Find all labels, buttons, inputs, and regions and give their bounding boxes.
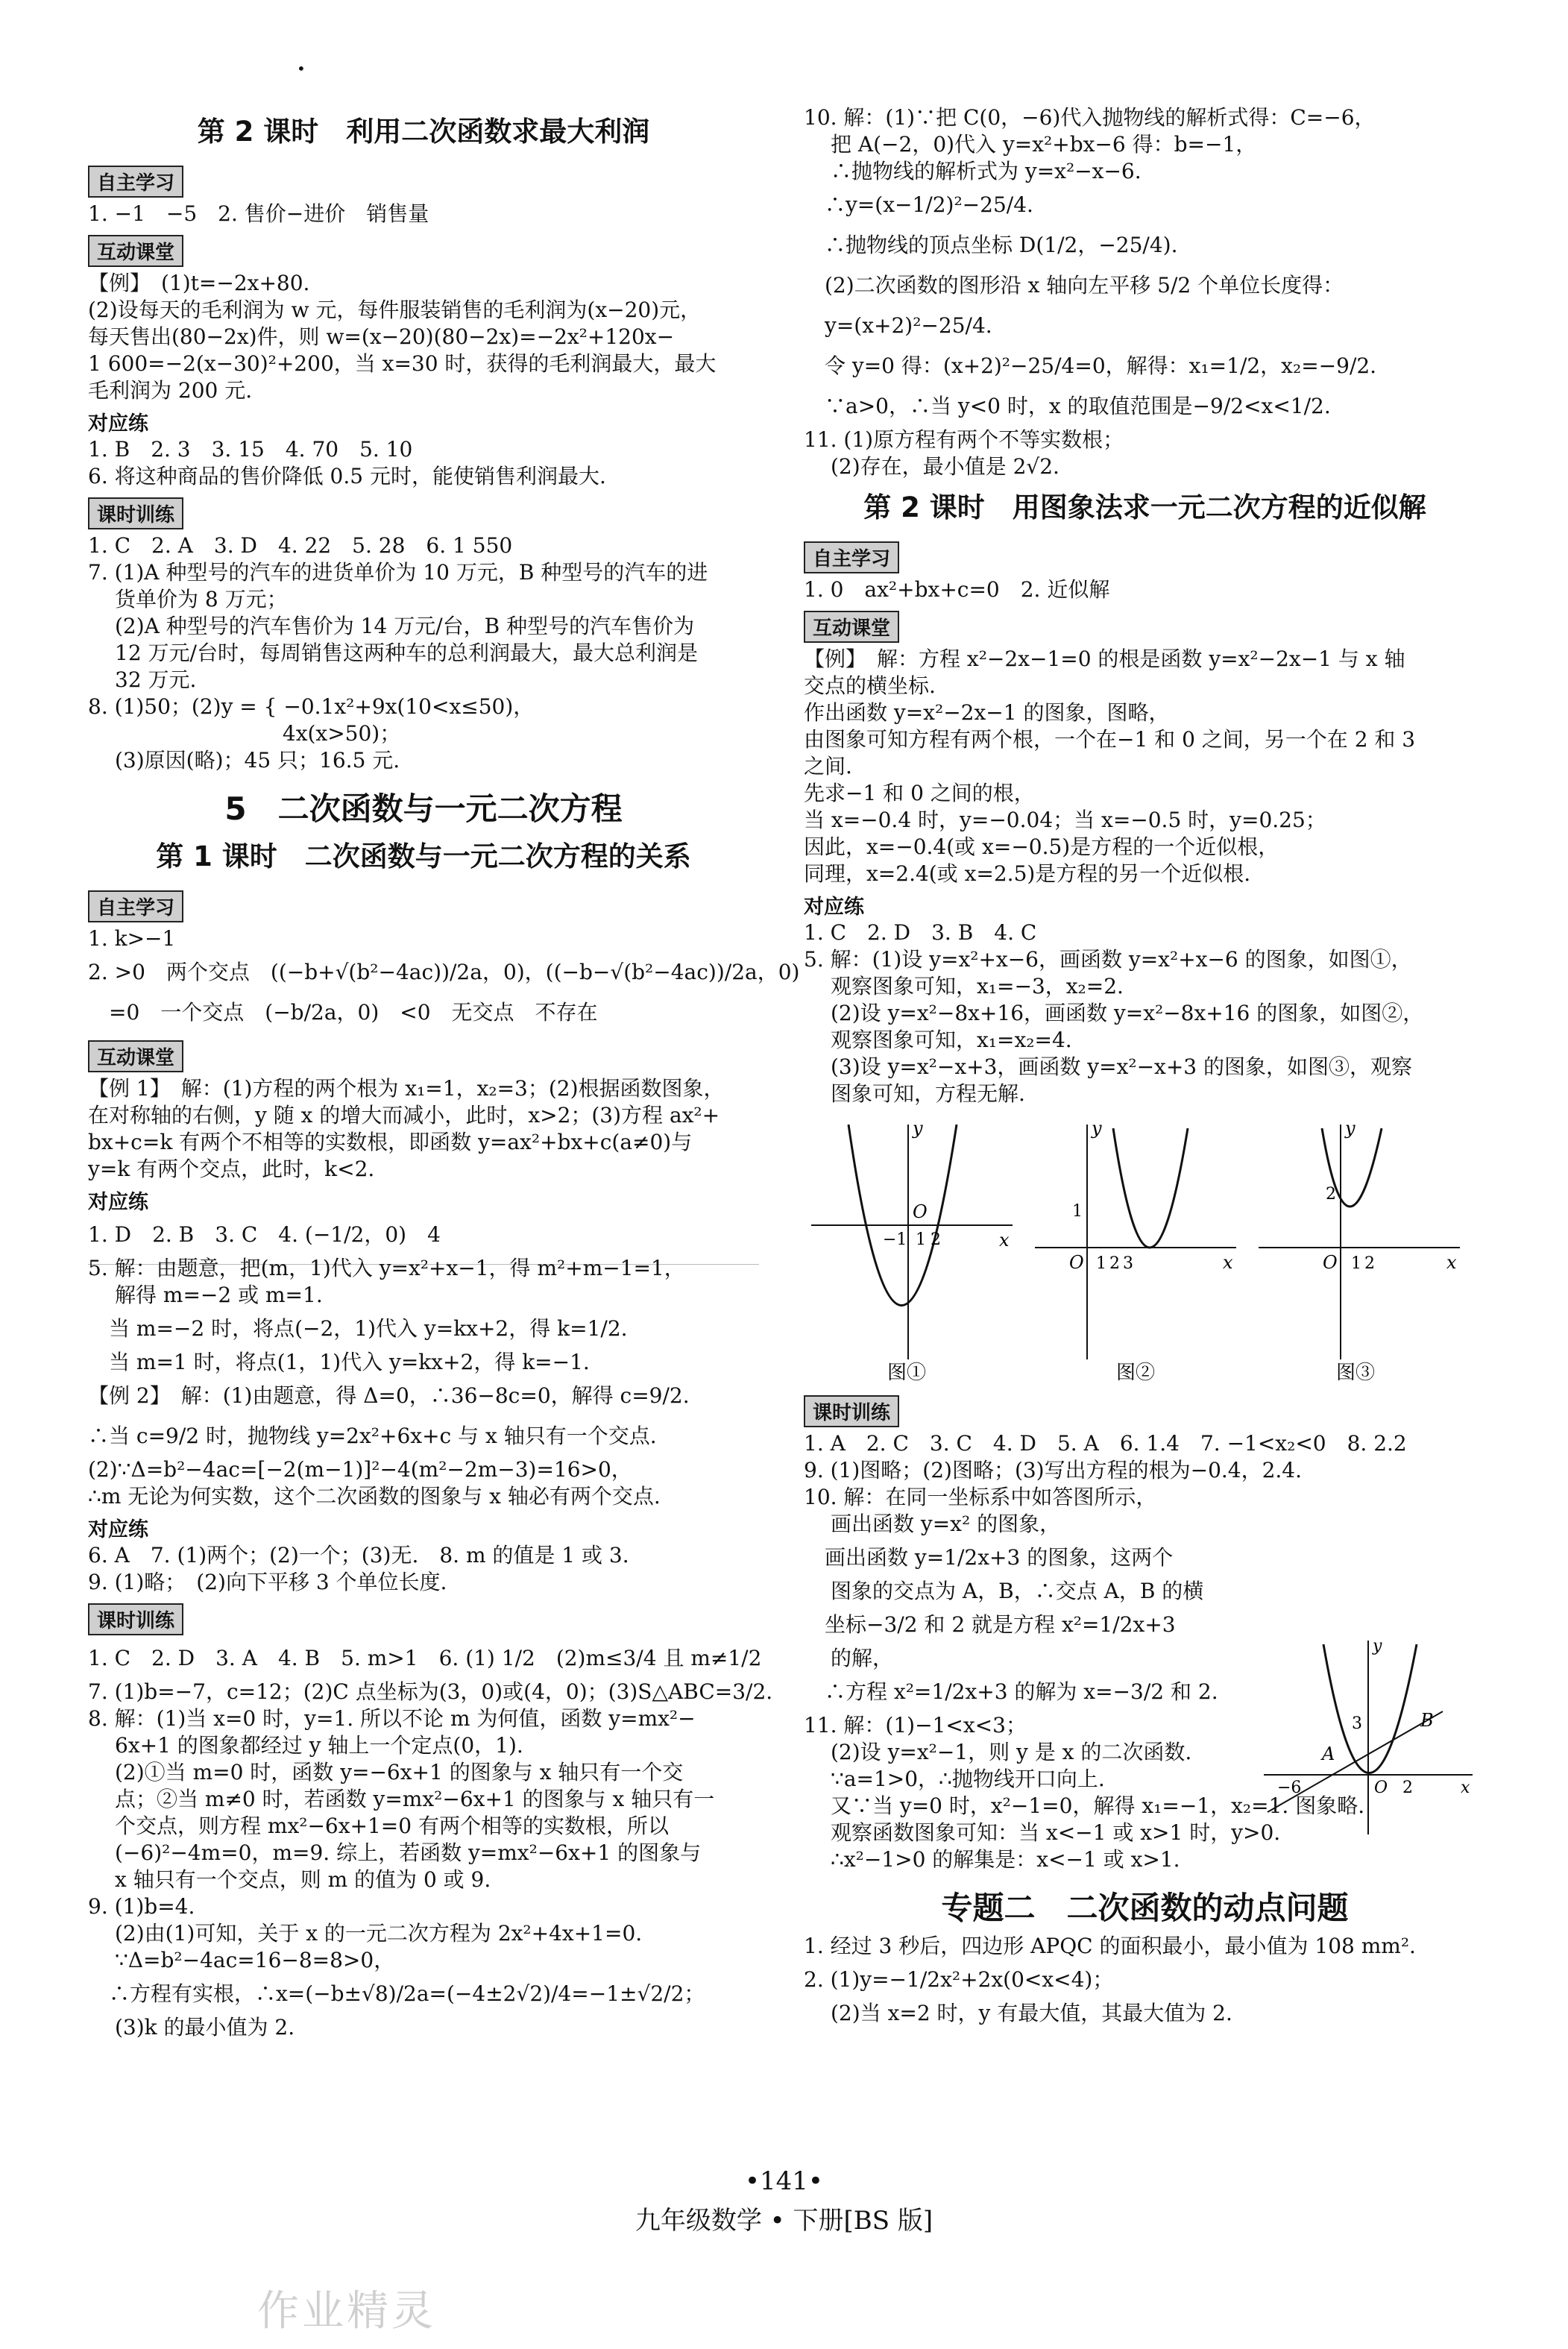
fig1-x-label: x: [999, 1230, 1010, 1251]
answer-line: 11. 解：(1)−1<x<3；: [804, 1713, 1027, 1738]
answer-line: 5. 解：(1)设 y=x²+x−6，画函数 y=x²+x−6 的图象，如图①，: [804, 947, 1412, 972]
answer-line: 把 A(−2，0)代入 y=x²+bx−6 得：b=−1，: [831, 132, 1257, 157]
fig4-point-a-label: A: [1322, 1743, 1335, 1764]
answer-line: 1. C 2. D 3. B 4. C: [804, 920, 1037, 945]
answer-line: 画出函数 y=x² 的图象，: [831, 1512, 1061, 1536]
fig1-y-label: y: [913, 1118, 923, 1139]
answer-line: 的解，: [831, 1646, 894, 1670]
fig2-origin-label: O: [1069, 1252, 1084, 1273]
answer-line: 观察图象可知，x₁=−3，x₂=2.: [831, 974, 1124, 999]
answer-line: 10. 解：在同一坐标系中如答图所示，: [804, 1485, 1157, 1509]
answer-line: 点；②当 m≠0 时，若函数 y=mx²−6x+1 的图象与 x 轴只有一: [115, 1787, 715, 1811]
answer-line: 同理，x=2.4(或 x=2.5)是方程的另一个近似根.: [804, 861, 1251, 886]
fig3-tick-label: 2: [1326, 1185, 1336, 1204]
answer-line: 观察图象可知，x₁=x₂=4.: [831, 1028, 1072, 1052]
fig4-point-b-label: B: [1420, 1710, 1434, 1731]
fig1-tick-label: 2: [931, 1230, 941, 1249]
answer-line: y=k 有两个交点，此时，k<2.: [88, 1157, 375, 1181]
answer-line: 6. A 7. (1)两个；(2)一个；(3)无. 8. m 的值是 1 或 3.: [88, 1543, 629, 1567]
answer-line: 11. (1)原方程有两个不等实数根；: [804, 427, 1124, 452]
answer-line: 在对称轴的右侧，y 随 x 的增大而减小，此时，x>2；(3)方程 ax²+: [88, 1103, 720, 1128]
page-number: •141•: [744, 2166, 823, 2196]
answer-line: 1. k>−1: [88, 926, 176, 951]
answer-line: 由图象可知方程有两个根，一个在−1 和 0 之间，另一个在 2 和 3: [804, 727, 1416, 752]
answer-line: 12 万元/台时，每周销售这两种车的总利润最大，最大总利润是: [115, 641, 698, 665]
book-title-footer: 九年级数学 • 下册[BS 版]: [635, 2206, 933, 2236]
answer-line: (2)二次函数的图形沿 x 轴向左平移 5/2 个单位长度得：: [804, 273, 1344, 298]
answer-line: ∴m 无论为何实数，这个二次函数的图象与 x 轴必有两个交点.: [88, 1484, 661, 1509]
fig3-origin-label: O: [1323, 1252, 1338, 1273]
fig4-y-label: y: [1373, 1637, 1382, 1655]
fig2-tick-label: 3: [1123, 1254, 1133, 1273]
answer-line: 7. (1)b=−7，c=12；(2)C 点坐标为(3，0)或(4，0)；(3)S△ABC=3/2.: [88, 1679, 773, 1704]
graph-figures-row: [804, 1113, 1486, 1382]
answer-line: 当 x=−0.4 时，y=−0.04；当 x=−0.5 时，y=0.25；: [804, 808, 1326, 832]
answer-line: 之间.: [804, 754, 852, 779]
answer-line: 先求−1 和 0 之间的根，: [804, 781, 1035, 805]
answer-line: (−6)²−4m=0，m=9. 综上，若函数 y=mx²−6x+1 的图象与: [115, 1840, 702, 1865]
fig3-y-label: y: [1345, 1118, 1356, 1139]
answer-line: ∵a>0，∴当 y<0 时，x 的取值范围是−9/2<x<1/2.: [804, 394, 1331, 418]
answer-line: (3)原因(略)；45 只；16.5 元.: [115, 748, 400, 773]
subsection-label: 对应练: [804, 896, 864, 919]
answer-line: 毛利润为 200 元.: [88, 378, 253, 403]
answer-line: 【例】 解：方程 x²−2x−1=0 的根是函数 y=x²−2x−1 与 x 轴: [804, 647, 1405, 671]
answer-line: 因此，x=−0.4(或 x=−0.5)是方程的一个近似根，: [804, 834, 1279, 859]
answer-line: 1 600=−2(x−30)²+200，当 x=30 时，获得的毛利润最大，最大: [88, 351, 717, 376]
answer-line: ∵a=1>0，∴抛物线开口向上.: [831, 1767, 1105, 1791]
answer-line: (2)设每天的毛利润为 w 元，每件服装销售的毛利润为(x−20)元，: [88, 298, 702, 322]
answer-line: 7. (1)A 种型号的汽车的进货单价为 10 万元，B 种型号的汽车的进: [88, 560, 708, 585]
answer-line: 交点的横坐标.: [804, 673, 936, 698]
lesson-heading: 第 2 课时 用图象法求一元二次方程的近似解: [863, 491, 1426, 523]
answer-line: 令 y=0 得：(x+2)²−25/4=0，解得：x₁=1/2，x₂=−9/2.: [804, 353, 1377, 378]
answer-line: 货单价为 8 万元；: [115, 587, 288, 611]
answer-line: (2)①当 m=0 时，函数 y=−6x+1 的图象与 x 轴只有一个交: [115, 1760, 684, 1784]
lesson-heading: 第 1 课时 二次函数与一元二次方程的关系: [156, 840, 691, 872]
answer-line: 9. (1)b=4.: [88, 1894, 195, 1919]
answer-line: ∴方程 x²=1/2x+3 的解为 x=−3/2 和 2.: [804, 1679, 1218, 1704]
answer-line: 个交点，则方程 mx²−6x+1=0 有两个相等的实数根，所以: [115, 1814, 669, 1838]
answer-line: 每天售出(80−2x)件，则 w=(x−20)(80−2x)=−2x²+120x−: [88, 324, 675, 349]
subsection-label: 对应练: [88, 1191, 148, 1214]
figure-4-graph: [1256, 1633, 1480, 1842]
answer-line: ∴当 c=9/2 时，抛物线 y=2x²+6x+c 与 x 轴只有一个交点.: [88, 1424, 657, 1448]
fig2-tick-label: 1: [1096, 1254, 1106, 1273]
figure-1-graph: [804, 1113, 1020, 1382]
fig4-tick-label: 3: [1352, 1714, 1362, 1733]
section-heading: 5 二次函数与一元二次方程: [224, 790, 623, 827]
scan-dot: •: [297, 60, 306, 78]
section-tag: 课时训练: [88, 1603, 183, 1635]
answer-line: 【例 1】 解：(1)方程的两个根为 x₁=1，x₂=3；(2)根据函数图象，: [88, 1076, 725, 1101]
answer-line: 解得 m=−2 或 m=1.: [115, 1283, 323, 1307]
fig1-caption: 图①: [887, 1362, 927, 1382]
answer-line: ∴抛物线的顶点坐标 D(1/2，−25/4).: [804, 233, 1178, 257]
answer-line: 【例】 (1)t=−2x+80.: [88, 271, 310, 295]
answer-line: bx+c=k 有两个不相等的实数根，即函数 y=ax²+bx+c(a≠0)与: [88, 1130, 693, 1154]
fig2-y-label: y: [1092, 1118, 1102, 1139]
answer-line: 图象可知，方程无解.: [831, 1081, 1025, 1106]
answer-line: (3)设 y=x²−x+3，画函数 y=x²−x+3 的图象，如图③，观察: [831, 1054, 1413, 1079]
section-tag: 自主学习: [88, 166, 183, 198]
answer-line: 当 m=−2 时，将点(−2，1)代入 y=kx+2，得 k=1/2.: [88, 1316, 628, 1341]
answer-line: ∴方程有实根，∴x=(−b±√8)/2a=(−4±2√2)/4=−1±√2/2；: [88, 1981, 705, 2006]
answer-line: 2. >0 两个交点 ((−b+√(b²−4ac))/2a，0)，((−b−√(b²−4ac))/2a，0): [88, 960, 800, 984]
lesson-heading: 第 2 课时 利用二次函数求最大利润: [197, 116, 650, 148]
answer-line: 1. C 2. A 3. D 4. 22 5. 28 6. 1 550: [88, 533, 513, 558]
answer-line: ∵Δ=b²−4ac=16−8=8>0，: [115, 1948, 395, 1972]
fig2-tick-label: 1: [1072, 1202, 1083, 1221]
answer-line: (2)由(1)可知，关于 x 的一元二次方程为 2x²+4x+1=0.: [115, 1921, 643, 1946]
answer-line: 32 万元.: [115, 667, 197, 692]
fig3-tick-label: 2: [1364, 1254, 1375, 1273]
answer-line: 6x+1 的图象都经过 y 轴上一个定点(0，1).: [115, 1733, 523, 1758]
watermark: 作业精灵: [257, 2287, 436, 2336]
fig2-caption: 图②: [1115, 1362, 1156, 1382]
answer-line: 2. (1)y=−1/2x²+2x(0<x<4)；: [804, 1967, 1114, 1992]
answer-line: 坐标−3/2 和 2 就是方程 x²=1/2x+3: [804, 1612, 1176, 1637]
answer-line: 4x(x>50)；: [88, 721, 401, 746]
fig3-caption: 图③: [1335, 1362, 1376, 1382]
answer-line: ∴抛物线的解析式为 y=x²−x−6.: [831, 159, 1142, 183]
answer-line: 图象的交点为 A，B，∴交点 A，B 的横: [831, 1579, 1204, 1603]
fig2-x-label: x: [1223, 1252, 1233, 1273]
section-tag: 课时训练: [88, 497, 183, 529]
section-tag: 自主学习: [88, 890, 183, 922]
answer-line: (3)k 的最小值为 2.: [115, 2015, 295, 2040]
answer-line: 1. 经过 3 秒后，四边形 APQC 的面积最小，最小值为 108 mm².: [804, 1934, 1416, 1958]
answer-line: ∴x²−1>0 的解集是：x<−1 或 x>1.: [831, 1847, 1180, 1872]
answer-line: 当 m=1 时，将点(1，1)代入 y=kx+2，得 k=−1.: [88, 1350, 590, 1374]
answer-line: 画出函数 y=1/2x+3 的图象，这两个: [804, 1545, 1174, 1570]
answer-line: 1. 0 ax²+bx+c=0 2. 近似解: [804, 577, 1110, 602]
section-tag: 互动课堂: [88, 235, 183, 267]
fig1-tick-label: 1: [916, 1230, 926, 1249]
answer-line: 5. 解：由题意，把(m，1)代入 y=x²+x−1，得 m²+m−1=1，: [88, 1256, 685, 1280]
section-tag: 互动课堂: [804, 611, 899, 643]
subsection-label: 对应练: [88, 412, 148, 435]
answer-line: 9. (1)图略；(2)图略；(3)写出方程的根为−0.4，2.4.: [804, 1458, 1303, 1482]
answer-line: (2)设 y=x²−1，则 y 是 x 的二次函数.: [831, 1740, 1192, 1764]
answer-line: 1. A 2. C 3. C 4. D 5. A 6. 1.4 7. −1<x₂<0 8. 2.2: [804, 1431, 1407, 1456]
fig2-tick-label: 2: [1109, 1254, 1120, 1273]
answer-line: x 轴只有一个交点，则 m 的值为 0 或 9.: [115, 1867, 491, 1892]
answer-line: 又∵当 y=0 时，x²−1=0，解得 x₁=−1，x₂=1. 图象略.: [831, 1793, 1365, 1818]
fig1-tick-label: −1: [883, 1230, 907, 1249]
answer-line: 作出函数 y=x²−2x−1 的图象，图略，: [804, 700, 1170, 725]
answer-line: 6. 将这种商品的售价降低 0.5 元时，能使销售利润最大.: [88, 464, 606, 488]
fig4-tick-label: 2: [1402, 1779, 1413, 1797]
answer-line: y=(x+2)²−25/4.: [804, 313, 992, 338]
fig1-origin-label: O: [913, 1201, 928, 1222]
answer-line: 1. C 2. D 3. A 4. B 5. m>1 6. (1) 1/2 (2)m≤3/4 且 m≠1/2: [88, 1646, 762, 1670]
section-tag: 互动课堂: [88, 1040, 183, 1072]
answer-line: =0 一个交点 (−b/2a，0) <0 无交点 不存在: [88, 1000, 598, 1025]
section-tag: 课时训练: [804, 1395, 899, 1427]
answer-line: (2)存在，最小值是 2√2.: [831, 454, 1059, 479]
fig4-tick-label: −6: [1277, 1779, 1302, 1797]
answer-line: 观察函数图象可知：当 x<−1 或 x>1 时，y>0.: [831, 1820, 1281, 1845]
subsection-label: 对应练: [88, 1518, 148, 1541]
section-tag: 自主学习: [804, 541, 899, 573]
answer-line: (2)A 种型号的汽车售价为 14 万元/台，B 种型号的汽车售价为: [115, 614, 695, 638]
answer-line: 【例 2】 解：(1)由题意，得 Δ=0，∴36−8c=0，解得 c=9/2.: [88, 1383, 690, 1408]
figure-3-graph: [1251, 1113, 1467, 1382]
section-heading: 专题二 二次函数的动点问题: [941, 1890, 1349, 1926]
answer-line: 1. −1 −5 2. 售价−进价 销售量: [88, 201, 429, 226]
answer-line: (2)设 y=x²−8x+16，画函数 y=x²−8x+16 的图象，如图②，: [831, 1001, 1424, 1025]
answer-line: (2)∵Δ=b²−4ac=[−2(m−1)]²−4(m²−2m−3)=16>0，: [88, 1457, 632, 1482]
answer-line: 10. 解：(1)∵把 C(0，−6)代入抛物线的解析式得：C=−6，: [804, 105, 1376, 130]
answer-line: (2)当 x=2 时，y 有最大值，其最大值为 2.: [831, 2001, 1232, 2025]
answer-line: 9. (1)略； (2)向下平移 3 个单位长度.: [88, 1570, 447, 1594]
fig4-origin-label: O: [1374, 1779, 1388, 1797]
answer-line: 8. (1)50；(2)y = { −0.1x²+9x(10<x≤50)，: [88, 694, 535, 719]
answer-line: ∴y=(x−1/2)²−25/4.: [804, 192, 1033, 217]
fig3-x-label: x: [1446, 1252, 1457, 1273]
answer-line: 1. D 2. B 3. C 4. (−1/2，0) 4: [88, 1222, 441, 1247]
answer-line: 8. 解：(1)当 x=0 时，y=1. 所以不论 m 为何值，函数 y=mx²−: [88, 1706, 696, 1731]
figure-2-graph: [1027, 1113, 1244, 1382]
fig4-x-label: x: [1461, 1779, 1470, 1797]
answer-line: 1. B 2. 3 3. 15 4. 70 5. 10: [88, 437, 413, 462]
fig3-tick-label: 1: [1351, 1254, 1361, 1273]
left-column: [88, 104, 800, 2041]
